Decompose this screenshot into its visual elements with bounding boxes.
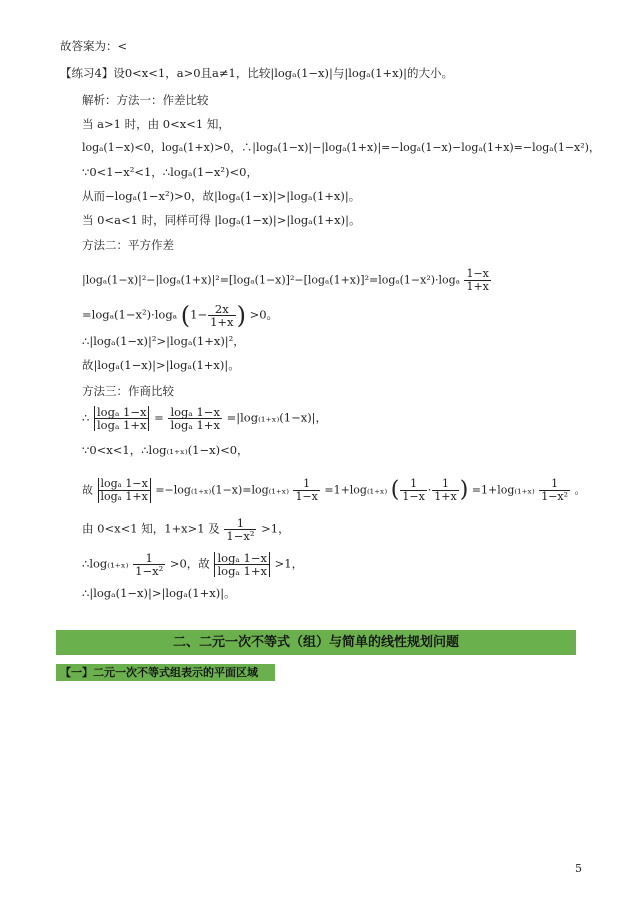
- abs-fraction: [98, 478, 151, 503]
- equation-text: ·: [427, 483, 432, 497]
- numerator: 1−x: [466, 267, 489, 280]
- denominator: 1+x: [466, 280, 489, 293]
- numerator: 1: [432, 478, 458, 491]
- numerator: 1: [539, 478, 570, 491]
- fraction: [208, 303, 235, 328]
- equation-text: =1+log₍₁₊ₓ₎: [324, 483, 388, 497]
- abs-fraction: [94, 406, 150, 431]
- equation-text: 。: [574, 483, 586, 497]
- numerator: logₐ 1−x: [96, 405, 147, 419]
- answer-line: 故答案为：<: [60, 39, 128, 53]
- equation-text: =1+log₍₁₊ₓ₎: [471, 483, 535, 497]
- method-one-heading: 解析：方法一：作差比较: [82, 93, 209, 107]
- denominator: 1−x: [295, 490, 318, 503]
- equation-text: >0，故: [169, 556, 210, 571]
- exercise-title: 【练习4】设0<x<1，a>0且a≠1，比较|logₐ(1−x)|与|logₐ(1+x)|的大小。: [60, 66, 453, 80]
- paren-right: ): [459, 477, 469, 503]
- numerator: logₐ 1−x: [217, 551, 267, 565]
- denominator: logₐ 1+x: [96, 418, 147, 432]
- fraction: [464, 268, 490, 293]
- equation-text: ∴log₍₁₊ₓ₎: [82, 556, 129, 571]
- numerator: 1: [224, 517, 256, 530]
- text-line: [82, 268, 492, 293]
- numerator: 1: [400, 478, 426, 491]
- equation-text: >0。: [249, 307, 279, 322]
- section-heading: 二、二元一次不等式（组）与简单的线性规划问题: [56, 630, 576, 655]
- equation-text: =logₐ(1−x²)·logₐ: [82, 307, 178, 322]
- denominator: 1−x²: [541, 490, 569, 503]
- numerator: logₐ 1−x: [100, 477, 148, 490]
- equation-text: |logₐ(1−x)|²−|logₐ(1+x)|²=[logₐ(1−x)]²−[logₐ(1+x)]²=logₐ(1−x²)·logₐ: [82, 273, 460, 287]
- equation-text: =−log₍₁₊ₓ₎(1−x)=log₍₁₊ₓ₎: [155, 483, 289, 497]
- equation-text: =|log₍₁₊ₓ₎(1−x)|，: [226, 410, 328, 425]
- equation-text: 1−: [190, 307, 208, 322]
- text-line: ∵0<x<1，∴log₍₁₊ₓ₎(1−x)<0，: [82, 443, 249, 457]
- text-line: ∴|logₐ(1−x)|²>|logₐ(1+x)|²，: [82, 334, 245, 348]
- fraction: [432, 478, 458, 503]
- denominator: 1−x: [402, 490, 425, 503]
- text-line: [82, 406, 327, 431]
- equation-text: =: [154, 410, 164, 425]
- method-two-heading: 方法二：平方作差: [82, 238, 174, 252]
- text-line: 从而−logₐ(1−x²)>0，故|logₐ(1−x)|>|logₐ(1+x)|。: [82, 189, 361, 203]
- text-line: [82, 478, 586, 503]
- paren-right: ): [236, 301, 246, 330]
- numerator: 1: [133, 552, 165, 565]
- denominator: logₐ 1+x: [217, 564, 267, 578]
- paren-group: [181, 303, 246, 328]
- denominator: 1−x²: [135, 564, 164, 578]
- fraction: [224, 517, 256, 542]
- abs-fraction: [214, 552, 270, 577]
- text-line: 当 a>1 时，由 0<x<1 知，: [82, 117, 230, 131]
- paren-left: (: [390, 477, 400, 503]
- numerator: 1: [293, 478, 319, 491]
- paren-left: (: [180, 301, 191, 330]
- denominator: 1−x²: [226, 529, 255, 543]
- method-three-heading: 方法三：作商比较: [82, 384, 174, 398]
- equation-text: >1，: [261, 521, 290, 536]
- subsection-heading: 【一】二元一次不等式组表示的平面区域: [56, 664, 275, 681]
- numerator: logₐ 1−x: [170, 405, 220, 419]
- equation-text: 由 0<x<1 知，1+x>1 及: [82, 521, 220, 536]
- denominator: logₐ 1+x: [170, 418, 220, 432]
- text-line: 故|logₐ(1−x)|>|logₐ(1+x)|。: [82, 358, 240, 372]
- text-line: [82, 303, 278, 328]
- text-line: [82, 517, 290, 542]
- equation-text: >1，: [274, 556, 304, 571]
- page-number: 5: [575, 862, 582, 875]
- text-line: 当 0<a<1 时，同样可得 |logₐ(1−x)|>|logₐ(1+x)|。: [82, 213, 361, 227]
- text-line: [82, 552, 303, 577]
- therefore-symbol: ∴: [82, 410, 90, 425]
- text-line: ∵0<1−x²<1，∴logₐ(1−x²)<0，: [82, 165, 258, 179]
- equation-text: 故: [82, 483, 93, 497]
- denominator: logₐ 1+x: [100, 490, 148, 503]
- denominator: 1+x: [434, 490, 457, 503]
- text-line: logₐ(1−x)<0，logₐ(1+x)>0，∴|logₐ(1−x)|−|logₐ(1+x)|=−logₐ(1−x)−logₐ(1+x)=−logₐ(1−x²)，: [82, 141, 600, 154]
- fraction: [293, 478, 319, 503]
- fraction: [168, 406, 222, 431]
- numerator: 2x: [208, 303, 235, 316]
- fraction: [133, 552, 165, 577]
- text-line: ∴|logₐ(1−x)|>|logₐ(1+x)|。: [82, 586, 236, 600]
- denominator: 1+x: [210, 315, 234, 329]
- fraction: [539, 478, 570, 503]
- fraction: [400, 478, 426, 503]
